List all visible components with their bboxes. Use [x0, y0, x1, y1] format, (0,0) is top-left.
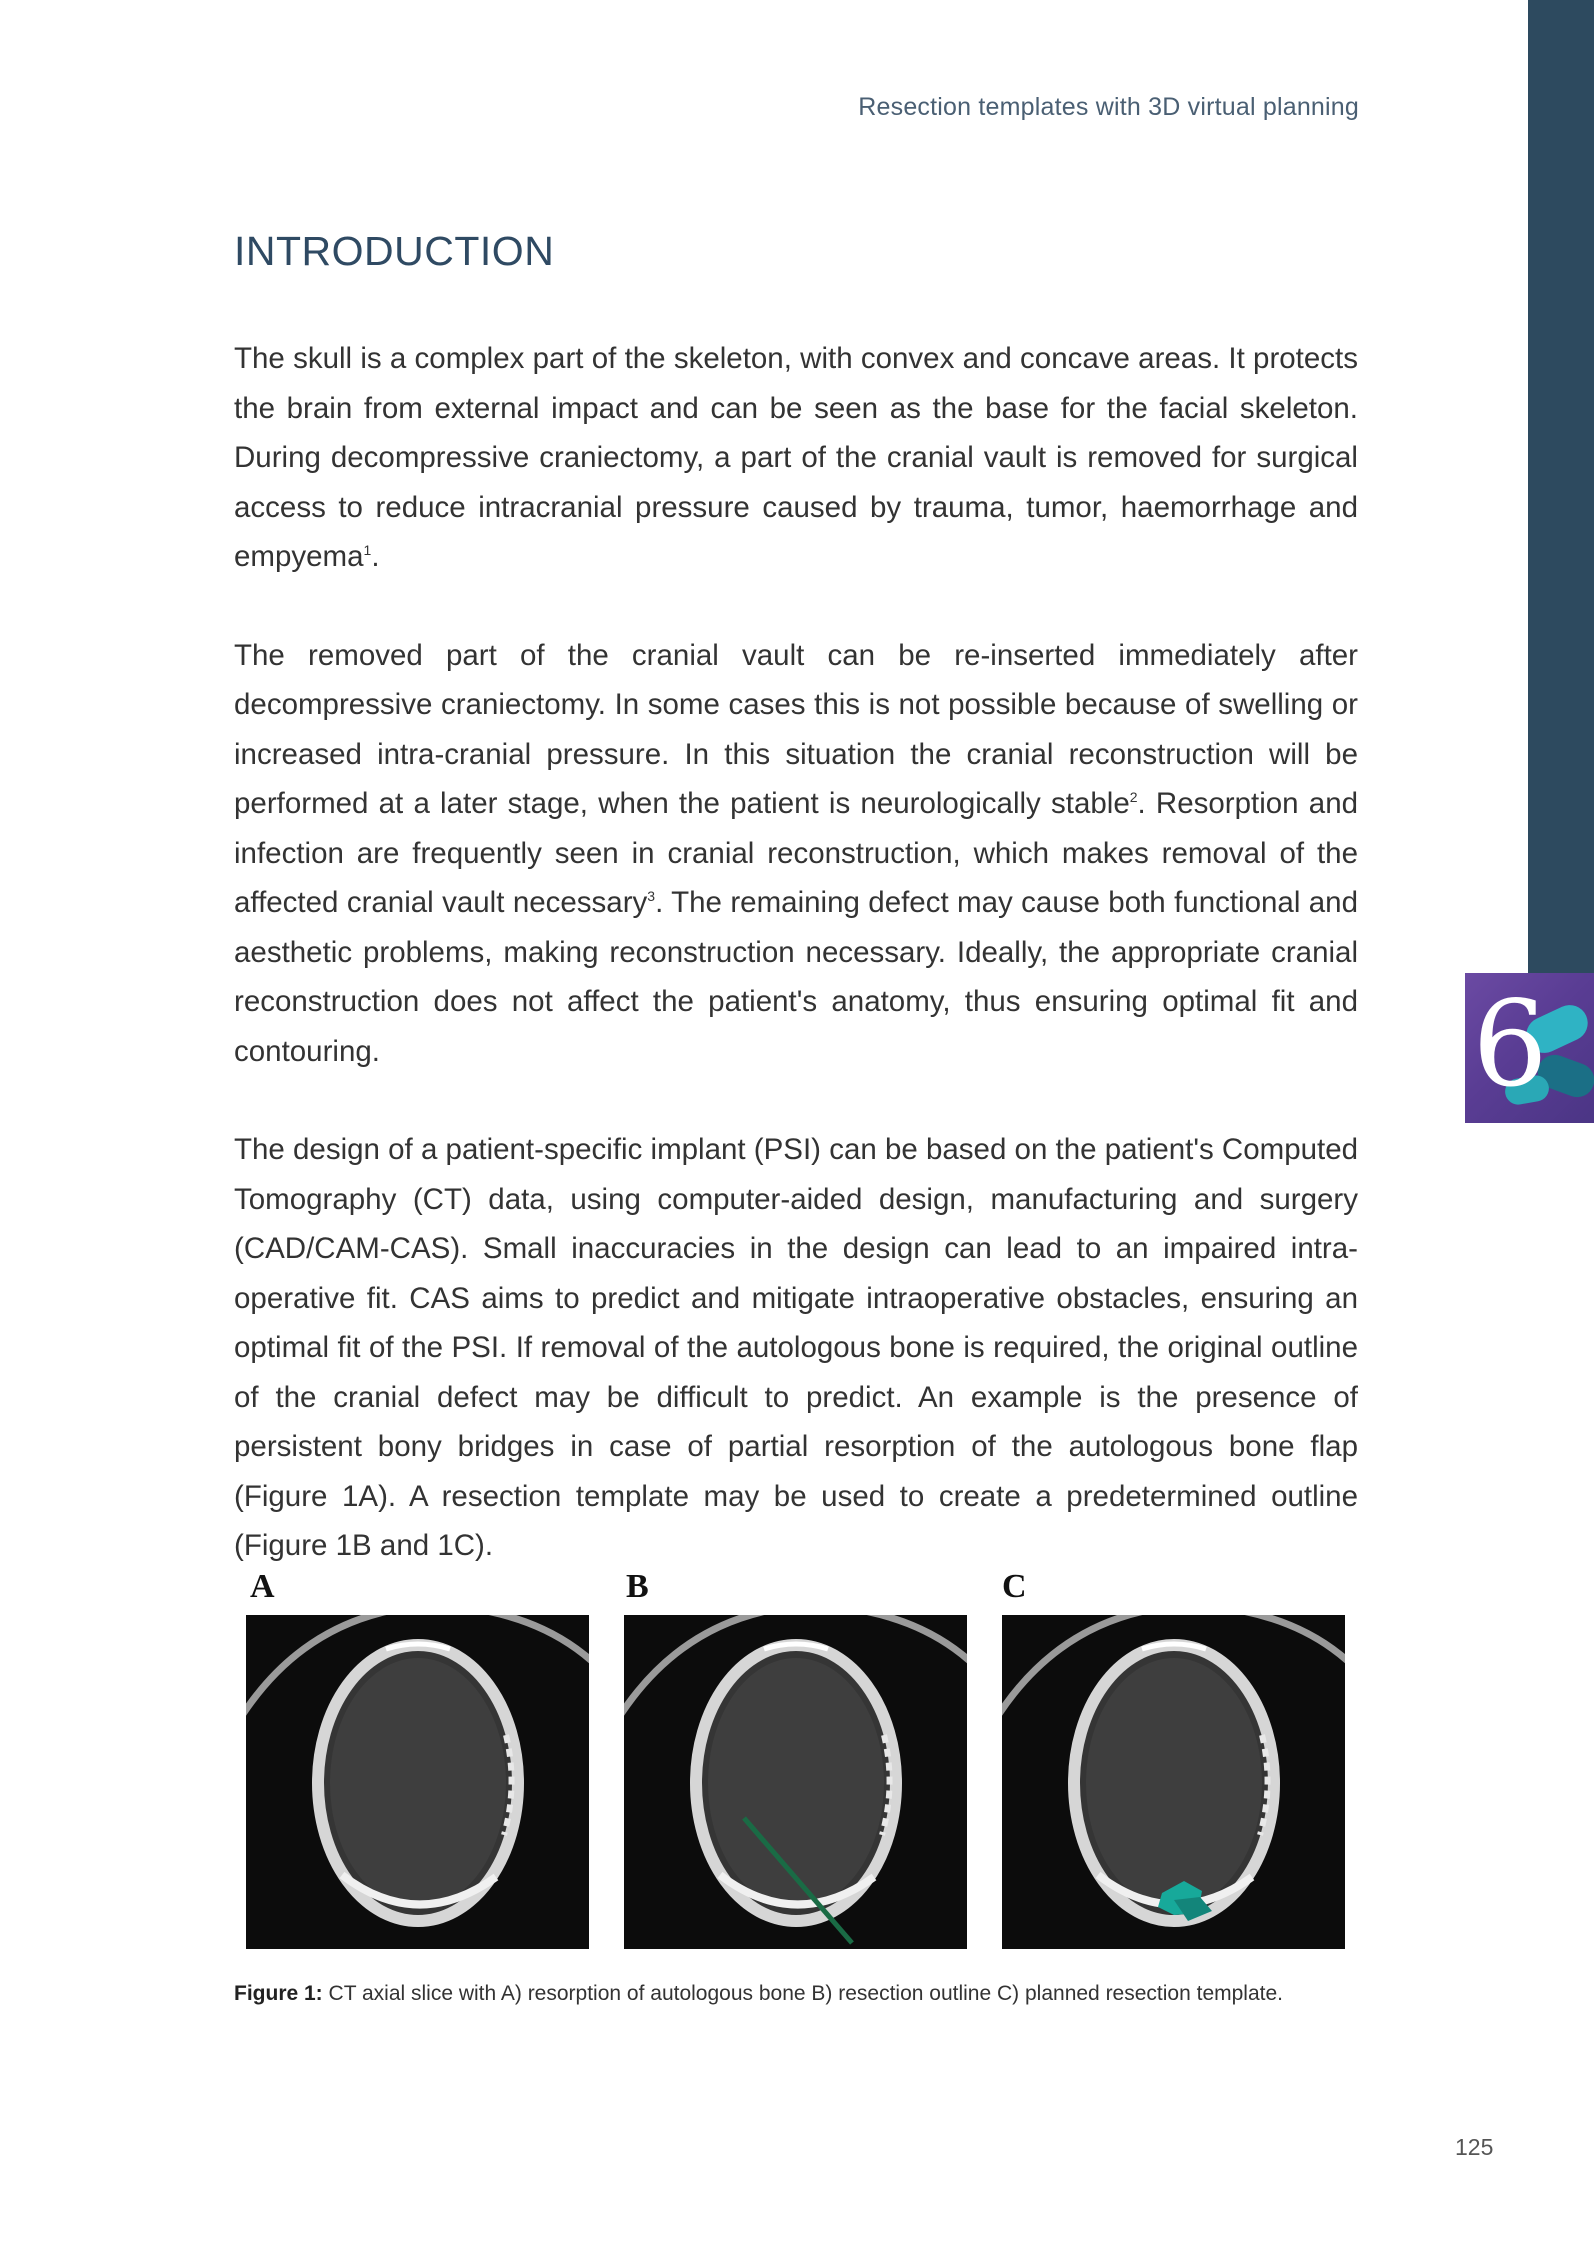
chapter-number: 6: [1472, 975, 1548, 1113]
figure-label-a: A: [250, 1568, 275, 1605]
reference-marker: 3: [647, 888, 656, 905]
body-text: [234, 334, 1358, 1620]
running-head: Resection templates with 3D virtual planning: [858, 93, 1359, 121]
reference-marker: 1: [363, 542, 372, 559]
chapter-side-bar: [1528, 0, 1594, 973]
reference-marker: 2: [1129, 789, 1138, 806]
chapter-tab: [1465, 973, 1594, 1123]
caption-label: Figure 1:: [234, 1982, 323, 2005]
figure-label-c: C: [1002, 1568, 1027, 1605]
page-number: 125: [1455, 2134, 1494, 2160]
section-title: INTRODUCTION: [234, 228, 555, 274]
figure-caption: [234, 1982, 1283, 2006]
ct-image-b: [624, 1615, 967, 1949]
ct-image-c: [1002, 1615, 1345, 1949]
figure-label-b: B: [626, 1568, 649, 1605]
paragraph: The design of a patient-specific implant (PSI) can be based on the patient's Computed Tomography (CT) data, using computer-aided design, manufacturing and surgery (CAD/CAM-CAS). Small inaccuracies in the design can lead to an impaired intra-operative fit. CAS aims to predict and mitigate intraoperative obstacles, ensuring an optimal fit of the PSI. If removal of the autologous bone is required, the original outline of the cranial defect may be difficult to predict. An example is the presence of persistent bony bridges in case of partial resorption of the autologous bone flap (Figure 1A). A resection template may be used to create a predetermined outline (Figure 1B and 1C).: [234, 1133, 1359, 1562]
caption-text: CT axial slice with A) resorption of autologous bone B) resection outline C) planned resection template.: [322, 1982, 1283, 2005]
ct-image-a: [246, 1615, 589, 1949]
paragraph: The removed part of the cranial vault can be re-inserted immediately after decompressive craniectomy. In some cases this is not possible because of swelling or increased intra-cranial pressure. In this situation the cranial reconstruction will be performed at a later stage, when the patient is neurologically stable$^2$. Resorption and infection are frequently seen in cranial reconstruction, which makes removal of the affected cranial vault necessary$^3$. The remaining defect may cause both functional and aesthetic problems, making reconstruction necessary. Ideally, the appropriate cranial reconstruction does not affect the patient's anatomy, thus ensuring optimal fit and contouring.: [234, 638, 1359, 1068]
paragraph: The skull is a complex part of the skeleton, with convex and concave areas. It protects the brain from external impact and can be seen as the base for the facial skeleton. During decompressive craniectomy, a part of the cranial vault is removed for surgical access to reduce intracranial pressure caused by trauma, tumor, haemorrhage and empyema$^1$.: [234, 342, 1358, 573]
